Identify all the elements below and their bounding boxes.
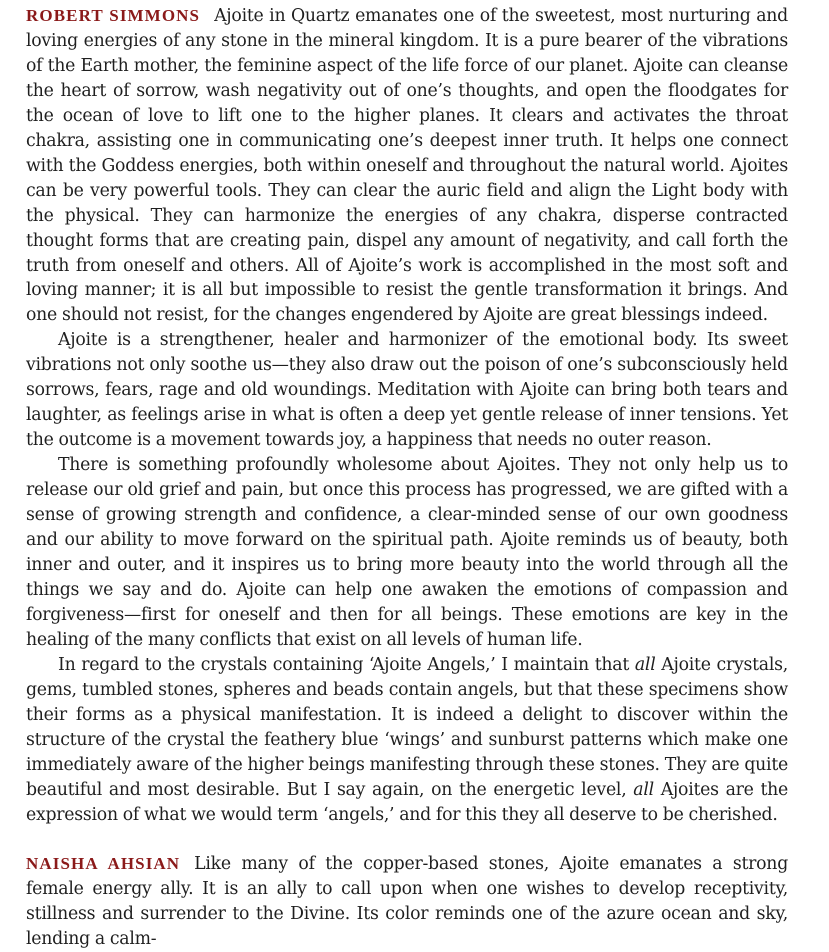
text-page [26,4,788,952]
paragraph-text: Ajoite in Quartz emanates one of the sweetest, most nurturing and loving energies of any stone in the mineral kingdom. It is a pure bearer of the vibrations of the Earth mother, the feminine aspect of the life force of our planet. Ajoite can cleanse the heart of sorrow, wash negativity out of one’s thoughts, and open the floodgates for the ocean of love to lift one to the higher planes. It clears and activates the throat chakra, assisting one in communicating one’s deepest inner truth. It helps one connect with the Goddess energies, both within oneself and throughout the natural world. Ajoites can be very powerful tools. They can clear the auric field and align the Light body with the physical. They can harmonize the energies of any chakra, disperse contracted thought forms that are creating pain, dispel any amount of negativity, and call forth the truth from oneself and others. All of Ajoite’s work is accomplished in the most soft and loving manner; it is all but impossible to resist the gentle transformation it brings. And one should not resist, for the changes engendered by Ajoite are great blessings indeed. [26,6,788,326]
paragraph-text: Ajoite crystals, gems, tumbled stones, spheres and beads contain angels, but that these specimens show their forms as a physical manifestation. It is indeed a delight to discover within the structure of the crystal the feathery blue ‘wings’ and sunburst patterns which make one immediately aware of the higher beings manifesting through these stones. They are quite beautiful and most desirable. But I say again, on the energetic level, [26,654,788,800]
emphasis-all: all [634,654,656,675]
author-robert-simmons: ROBERT SIMMONS [26,6,201,25]
emphasis-all: all [633,779,654,800]
paragraph-simmons-2: Ajoite is a strengthener, healer and harmonizer of the emotional body. Its sweet vibrations not only soothe us—they also draw out the poison of one’s subconsciously held sorrows, fears, rage and old woundings. Meditation with Ajoite can bring both tears and laughter, as feelings arise in what is often a deep yet gentle release of inner tensions. Yet the outcome is a movement towards joy, a happiness that needs no outer reason. [26,330,788,451]
section-spacer [26,827,788,852]
paragraph-simmons-3: There is something profoundly wholesome about Ajoites. They not only help us to release our old grief and pain, but once this process has progressed, we are gifted with a sense of growing strength and confidence, a clear-minded sense of our own goodness and our ability to move forward on the spiritual path. Ajoite reminds us of beauty, both inner and outer, and it inspires us to bring more beauty into the world through all the things we say and do. Ajoite can help one awaken the emotions of compassion and forgiveness—first for oneself and then for all beings. These emotions are key in the healing of the many conflicts that exist on all levels of human life. [26,455,788,650]
paragraph-simmons-1 [26,4,788,328]
paragraph-text: Ajoites are the expression of what we would term ‘angels,’ and for this they all deserve to be cherished. [26,779,788,825]
paragraph-text: In regard to the crystals containing ‘Ajoite Angels,’ I maintain that [58,654,635,675]
paragraph-simmons-4 [26,653,788,828]
author-naisha-ahsian: NAISHA AHSIAN [26,854,181,874]
paragraph-ahsian-1 [26,852,788,952]
paragraph-text: Like many of the copper-based stones, Ajoite emanates a strong female energy ally. It is an ally to call upon when one wishes to develop receptivity, stillness and surrender to the Divine. Its color reminds one of the azure ocean and sky, lending a calm- [26,854,789,950]
